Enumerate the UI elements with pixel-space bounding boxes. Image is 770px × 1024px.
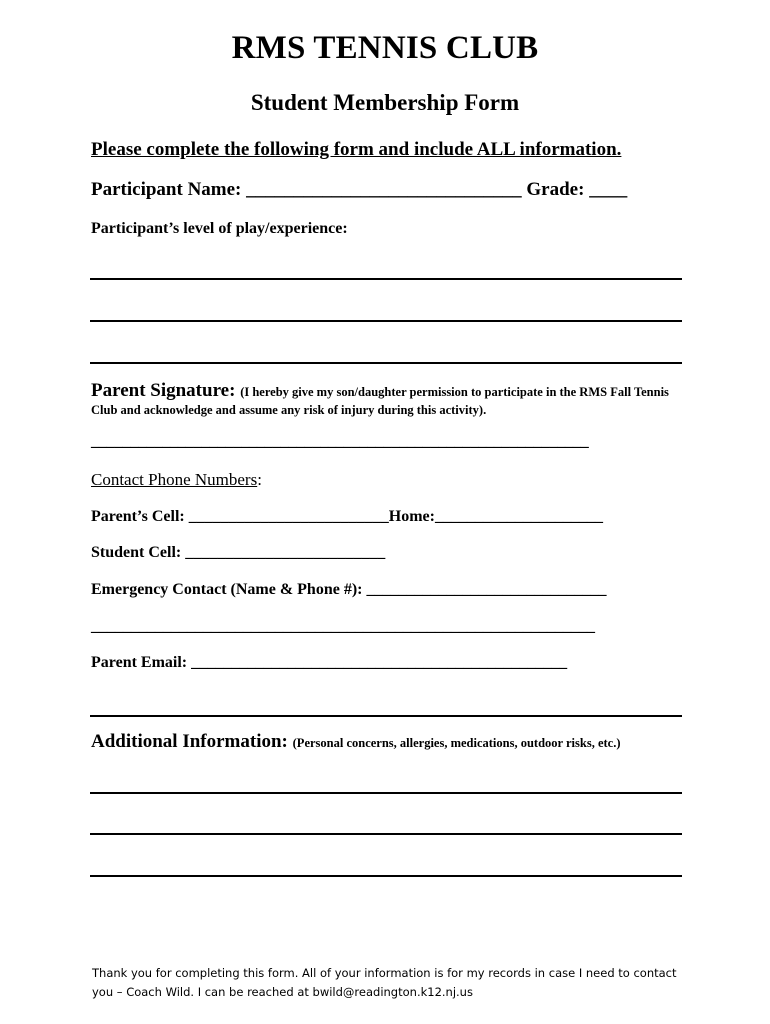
contact-phone-heading-colon: : bbox=[257, 470, 262, 489]
additional-info-line-3[interactable] bbox=[90, 875, 682, 877]
home-label: Home: bbox=[388, 508, 435, 525]
emergency-contact-field-2[interactable]: _______________________________________________________________ bbox=[91, 618, 595, 635]
level-of-play-line-2[interactable] bbox=[90, 320, 682, 322]
parent-email-row bbox=[91, 654, 567, 672]
additional-info-row bbox=[91, 731, 621, 753]
footer-line-1: Thank you for completing this form. All of your information is for my records in case I need to contact bbox=[92, 966, 677, 980]
student-cell-row bbox=[91, 544, 385, 562]
grade-field[interactable]: ____ bbox=[589, 179, 628, 200]
emergency-contact-row bbox=[91, 581, 606, 599]
footer-note bbox=[92, 964, 692, 1002]
student-cell-field[interactable]: _________________________ bbox=[185, 544, 386, 561]
level-of-play-label: Participant’s level of play/experience: bbox=[91, 220, 348, 237]
home-field[interactable]: _____________________ bbox=[434, 508, 603, 525]
contact-phone-heading-text: Contact Phone Numbers bbox=[91, 470, 258, 489]
additional-info-label: Additional Information: bbox=[91, 731, 293, 752]
additional-info-line-1[interactable] bbox=[90, 792, 682, 794]
parent-email-label: Parent Email: bbox=[91, 654, 192, 671]
grade-label: Grade: bbox=[521, 179, 590, 200]
parent-signature-field[interactable]: _______________________________________________________________ bbox=[91, 433, 589, 450]
level-of-play-line-1[interactable] bbox=[90, 278, 682, 280]
student-cell-label: Student Cell: bbox=[91, 544, 186, 561]
level-of-play-line-3[interactable] bbox=[90, 362, 682, 364]
parent-email-field[interactable]: _______________________________________________ bbox=[191, 654, 568, 671]
parent-signature-row bbox=[91, 380, 669, 402]
footer-line-2: you – Coach Wild. I can be reached at bwild@readington.k12.nj.us bbox=[92, 985, 473, 999]
participant-name-row bbox=[91, 179, 627, 201]
form-subtitle: Student Membership Form bbox=[250, 90, 520, 115]
parent-cell-field[interactable]: _________________________ bbox=[188, 508, 389, 525]
form-instructions: Please complete the following form and include ALL information. bbox=[91, 139, 622, 160]
emergency-contact-field[interactable]: ______________________________ bbox=[366, 581, 607, 598]
parent-signature-note-2: Club and acknowledge and assume any risk of injury during this activity). bbox=[91, 403, 487, 417]
parent-signature-note-1: (I hereby give my son/daughter permission to participate in the RMS Fall Tennis bbox=[240, 385, 669, 399]
additional-info-line-2[interactable] bbox=[90, 833, 682, 835]
additional-info-note: (Personal concerns, allergies, medications, outdoor risks, etc.) bbox=[292, 736, 621, 750]
parent-email-line[interactable] bbox=[90, 715, 682, 717]
participant-name-field[interactable]: _____________________________ bbox=[246, 179, 522, 200]
contact-phone-heading bbox=[91, 470, 262, 490]
page-title: RMS TENNIS CLUB bbox=[231, 30, 539, 66]
parent-cell-row bbox=[91, 508, 603, 526]
participant-name-label: Participant Name: bbox=[91, 179, 247, 200]
emergency-contact-label: Emergency Contact (Name & Phone #): bbox=[91, 581, 367, 598]
parent-cell-label: Parent’s Cell: bbox=[91, 508, 189, 525]
parent-signature-label: Parent Signature: bbox=[91, 380, 241, 401]
